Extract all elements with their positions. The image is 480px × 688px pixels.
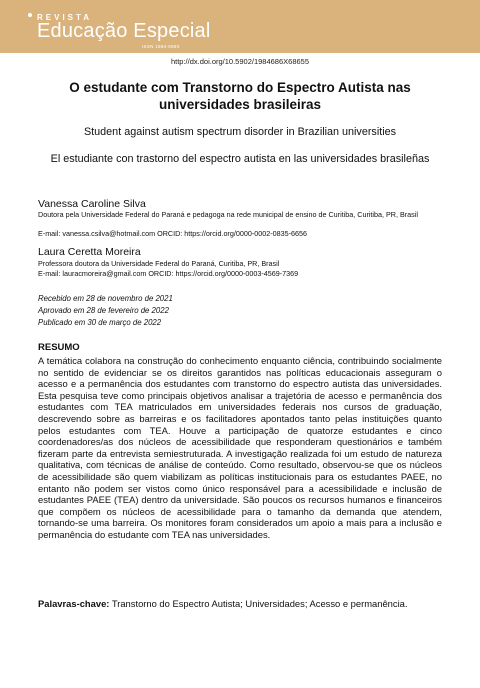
article-title-spanish: El estudiante con trastorno del espectro autista en las universidades brasileñas: [50, 153, 430, 165]
abstract-text: A temática colabora na construção do conhecimento enquanto ciência, contribuindo socialmente no sentido de evidenciar se os direitos garantidos nas políticas educacionais asseguram o acesso e a permanência dos estudantes com transtorno do espectro autista das universidades. Esta pesquisa teve como principais objetivos analisar a trajetória de acesso e permanência dos estudantes com TEA matriculados em universidades federais nos cursos de graduação, descrevendo sobre as barreiras e os facilitadores apontados tanto pelas instituições quanto pelos estudantes com TEA. Houve a participação de quatorze estudantes e cinco coordenadores/as dos núcleos de acessibilidade que responderam questionários e também fizeram parte da entrevista semiestruturada. A investigação realizada foi um estudo de natureza qualitativa, com técnicas de análise de conteúdo. Como resultado, observou-se que os núcleos de acessibilidade são quem viabilizam as políticas institucionais para os estudantes PAEE, no entanto não podem ser vistos como único responsável para a acessibilidade e inclusão de estudantes PAEE (TEA) dentro da universidade. São poucos os recursos humanos e financeiros que compõem os núcleos de acessibilidade para o tamanho da demanda que atendem, tornando-se uma barreira. Os monitores foram considerados um apoio a mais para a inclusão e permanência do estudante com TEA nas universidades.: [38, 355, 442, 540]
author-affiliation-2: Professora doutora da Universidade Federal do Paraná, Curitiba, PR, Brasil: [38, 259, 280, 268]
article-title: O estudante com Transtorno do Espectro Autista nas universidades brasileiras: [69, 80, 411, 112]
date-received: Recebido em 28 de novembro de 2021: [38, 294, 173, 303]
keywords: [38, 598, 448, 610]
keywords-label: Palavras-chave:: [38, 598, 110, 609]
doi-link[interactable]: http://dx.doi.org/10.5902/1984686X68655: [170, 57, 310, 66]
keywords-text: Transtorno do Espectro Autista; Universidades; Acesso e permanência.: [111, 598, 408, 609]
abstract-heading: RESUMO: [38, 342, 80, 353]
journal-revista-label: REVISTA: [37, 13, 93, 22]
journal-banner: [0, 0, 480, 53]
journal-issn: ISSN 1984-686X: [142, 44, 180, 49]
date-approved: Aprovado em 28 de fevereiro de 2022: [38, 306, 169, 315]
author-contact-1[interactable]: E-mail: vanessa.csilva@hotmail.com ORCID: https://orcid.org/0000-0002-0835-6656: [38, 229, 307, 238]
journal-name: Educação Especial: [37, 20, 211, 42]
author-affiliation-1: Doutora pela Universidade Federal do Paraná e pedagoga na rede municipal de ensino de Curitiba, Curitiba, PR, Brasil: [38, 210, 418, 219]
author-name-2: Laura Ceretta Moreira: [38, 246, 141, 258]
article-title-english: Student against autism spectrum disorder in Brazilian universities: [83, 126, 397, 138]
date-published: Publicado em 30 de março de 2022: [38, 318, 162, 327]
publication-dates: [38, 293, 173, 329]
author-contact-2[interactable]: E-mail: lauracmoreira@gmail.com ORCID: https://orcid.org/0000-0003-4569-7369: [38, 269, 299, 278]
logo-dot-icon: [28, 13, 32, 17]
author-name-1: Vanessa Caroline Silva: [38, 198, 146, 210]
